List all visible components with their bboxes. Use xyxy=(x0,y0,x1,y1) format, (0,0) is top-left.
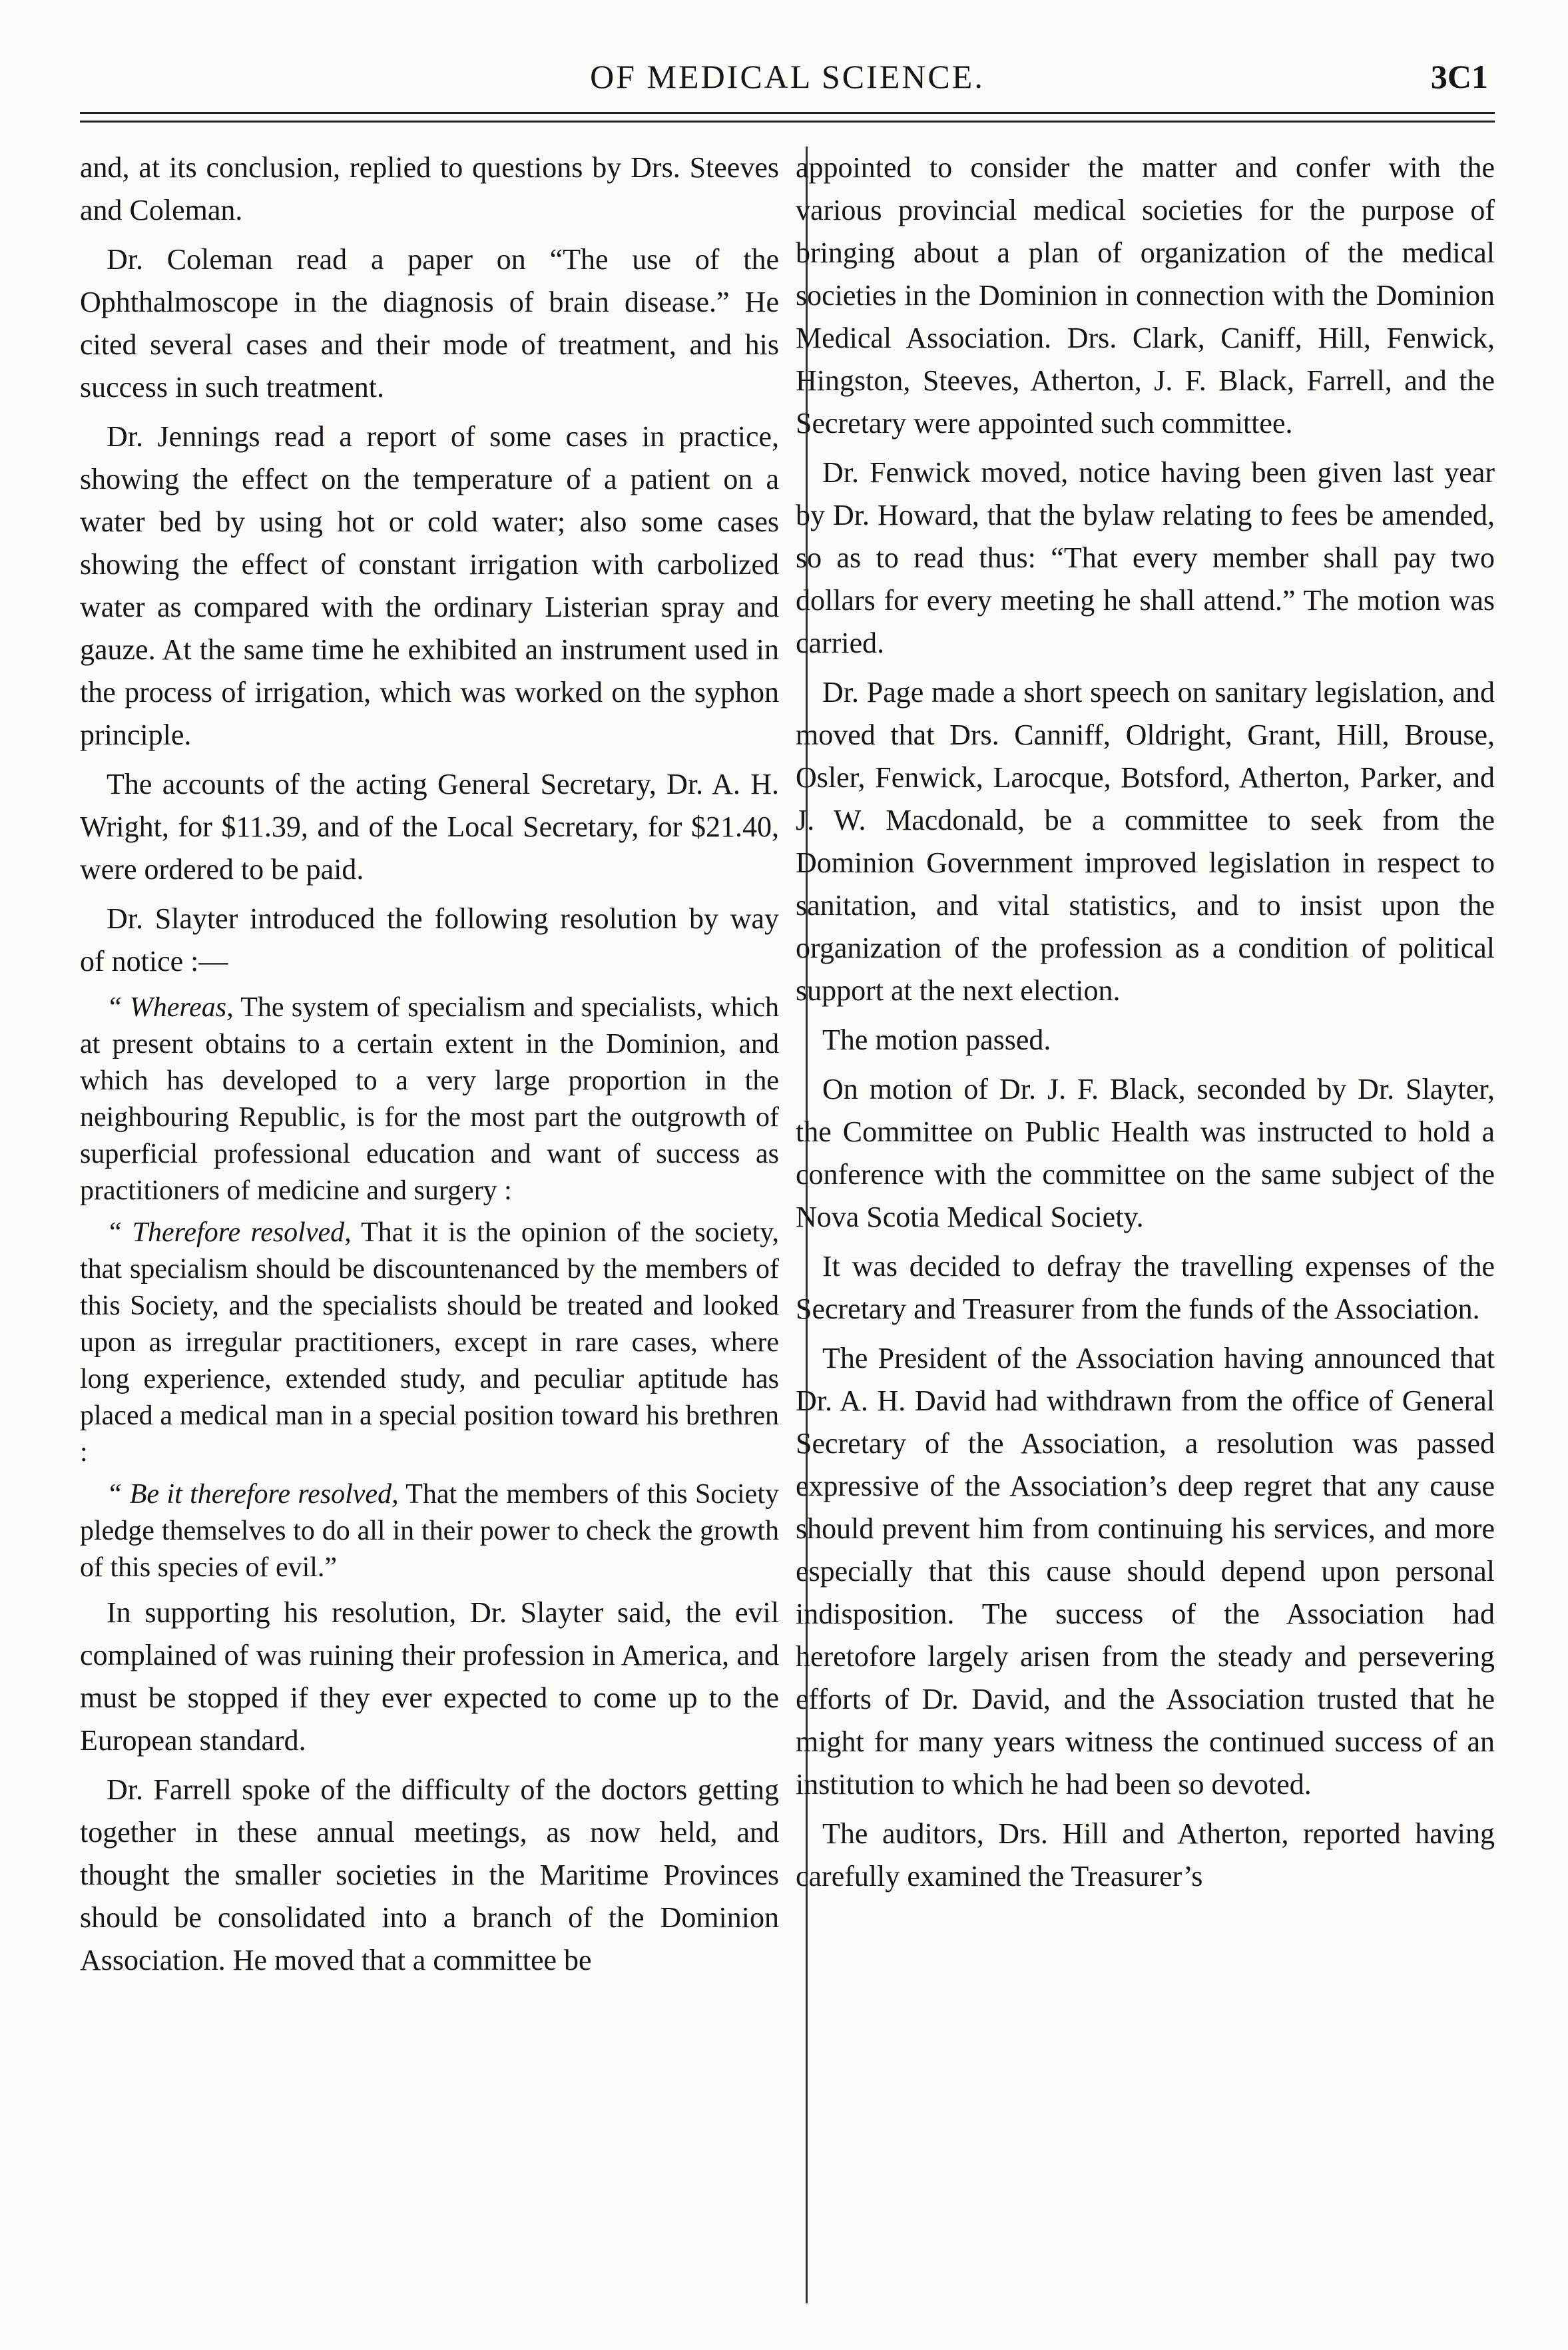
paragraph: The motion passed. xyxy=(822,1024,1051,1056)
paragraph: Dr. Page made a short speech on sanitary legislation, and moved that Drs. Canniff, Oldright, Grant, Hill, Brouse, Osler, Fenwick, Larocque, Botsford, Atherton, Parker, and J. W. Macdonald, be a committee to seek from the Dominion Government improved legislation in respect to sanitation, and vital statistics, and to insist upon the organization of the profession as a condition of political support at the next election. xyxy=(796,676,1495,1007)
text-columns xyxy=(80,147,1495,2303)
paragraph: Dr. Slayter introduced the following resolution by way of notice :— xyxy=(80,902,779,978)
paragraph: On motion of Dr. J. F. Black, seconded by Dr. Slayter, the Committee on Public Health was instructed to hold a conference with the committee on the same subject of the Nova Scotia Medical Society. xyxy=(796,1073,1495,1233)
quote-lead: “ Be it therefore resolved, xyxy=(107,1479,399,1510)
paragraph: Dr. Jennings read a report of some cases in practice, showing the effect on the temperature of a patient on a water bed by using hot or cold water; also some cases showing the effect of constant irrigation with carbolized water as compared with the ordinary Listerian spray and gauze. At the same time he exhibited an instrument used in the process of irrigation, which was worked on the syphon principle. xyxy=(80,420,779,751)
paragraph: Dr. Coleman read a paper on “The use of the Ophthalmoscope in the diagnosis of brain disease.” He cited several cases and their mode of treatment, and his success in such treatment. xyxy=(80,243,779,404)
quote-lead: “ Therefore resolved, xyxy=(107,1217,352,1248)
quote-text: That it is the opinion of the society, that specialism should be discountenanced by the members of this Society, and the specialists should be treated and looked upon as irregular practitioners, except in rare cases, where long experience, extended study, and peculiar aptitude has placed a medical man in a special position toward his brethren : xyxy=(80,1217,779,1468)
resolution-quote xyxy=(80,990,779,1209)
right-column xyxy=(796,147,1495,1905)
paragraph: In supporting his resolution, Dr. Slayter said, the evil complained of was ruining their profession in America, and must be stopped if they ever expected to come up to the European standard. xyxy=(80,1596,779,1757)
resolution-quote xyxy=(80,1476,779,1586)
paragraph: The President of the Association having announced that Dr. A. H. David had withdrawn from the office of General Secretary of the Association, a resolution was passed expressive of the Association’s deep regret that any cause should prevent him from continuing his services, and more especially that this cause should depend upon personal indisposition. The success of the Association had heretofore largely arisen from the steady and persevering efforts of Dr. David, and the Association trusted that he might for many years witness the continued success of an institution to which he had been so devoted. xyxy=(796,1342,1495,1801)
page-number: 3C1 xyxy=(1430,58,1488,95)
paragraph: The accounts of the acting General Secretary, Dr. A. H. Wright, for $11.39, and of the Local Secretary, for $21.40, were ordered to be paid. xyxy=(80,768,779,886)
running-title: OF MEDICAL SCIENCE. xyxy=(590,58,985,95)
paragraph: The auditors, Drs. Hill and Atherton, reported having carefully examined the Treasurer’s xyxy=(796,1817,1495,1893)
paragraph: and, at its conclusion, replied to questions by Drs. Steeves and Coleman. xyxy=(80,151,779,226)
resolution-quote xyxy=(80,1215,779,1471)
page-header xyxy=(80,41,1495,101)
paragraph: Dr. Fenwick moved, notice having been given last year by Dr. Howard, that the bylaw relating to fees be amended, so as to read thus: “That every member shall pay two dollars for every meeting he shall attend.” The motion was carried. xyxy=(796,456,1495,659)
left-column xyxy=(80,147,779,1988)
quote-lead: “ Whereas, xyxy=(107,992,234,1023)
paragraph: Dr. Farrell spoke of the difficulty of the doctors getting together in these annual meetings, as now held, and thought the smaller societies in the Maritime Provinces should be consolidated into a branch of the Dominion Association. He moved that a committee be xyxy=(80,1773,779,1976)
paragraph: appointed to consider the matter and confer with the various provincial medical societies for the purpose of bringing about a plan of organization of the medical societies in the Dominion in connection with the Dominion Medical Association. Drs. Clark, Caniff, Hill, Fenwick, Hingston, Steeves, Atherton, J. F. Black, Farrell, and the Secretary were appointed such committee. xyxy=(796,151,1495,440)
paragraph: It was decided to defray the travelling expenses of the Secretary and Treasurer from the funds of the Association. xyxy=(796,1250,1495,1325)
header-double-rule xyxy=(80,112,1495,123)
quote-text: The system of specialism and specialists, which at present obtains to a certain extent in the Dominion, and which has developed to a very large proportion in the neighbouring Republic, is for the most part the outgrowth of superficial professional education and want of success as practitioners of medicine and surgery : xyxy=(80,992,780,1206)
quote-text: That the members of this Society pledge themselves to do all in their power to check the growth of this species of evil.” xyxy=(80,1479,779,1583)
